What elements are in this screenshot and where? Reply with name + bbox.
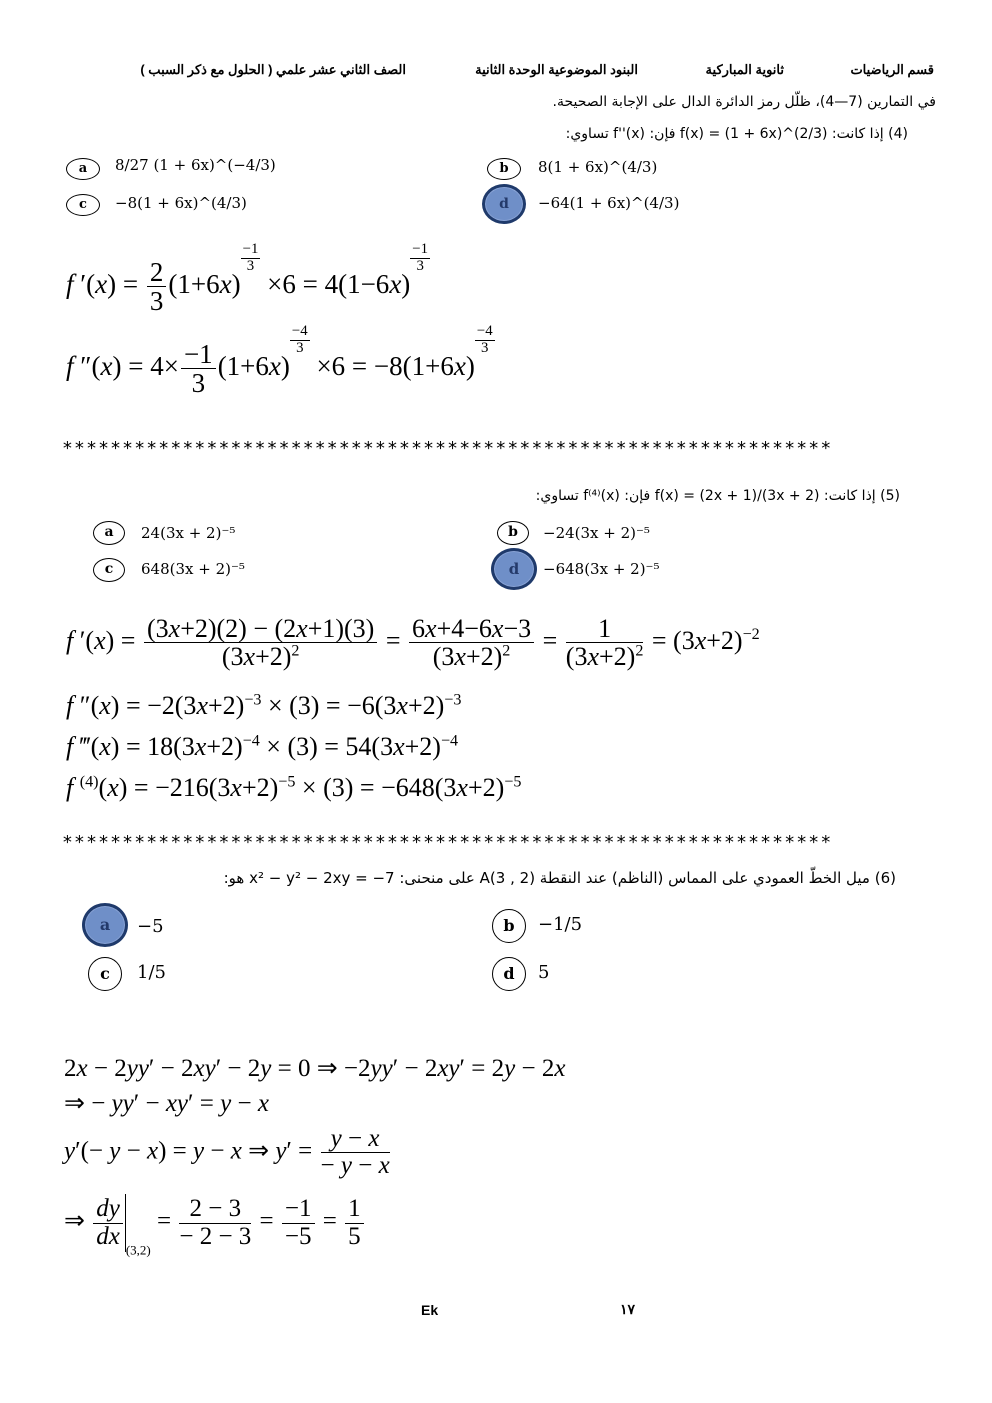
header-school: ثانوية المباركية	[705, 62, 784, 77]
separator-2: ****************************************************************	[62, 832, 833, 853]
q4-prompt: (4) إذا كانت: f(x) = (1 + 6x)^(2/3) فإن: f''(x) تساوي:	[565, 126, 908, 142]
q6-solution-line4: ⇒ $\frac{dy}{dx}$ $_{(3,2)}$ = $\frac{2 - 3}{- 2 - 3}$ = $\frac{-1}{-5}$ = $\frac{1}{5}$	[64, 1194, 366, 1259]
q6-option-c-text: 1/5	[137, 962, 166, 983]
q4-solution-line1: f ′(x) = $\frac{2}{3}$ (1+6x) $\frac{-1}{3}$ ×6 = 4(1−6x) $\frac{-1}{3}$	[66, 241, 429, 317]
q4-option-a-circle[interactable]: a	[66, 158, 100, 180]
q5-option-c-circle[interactable]: c	[93, 558, 125, 582]
q6-option-b-circle[interactable]: b	[492, 909, 526, 943]
q5-option-a-circle[interactable]: a	[93, 521, 125, 545]
footer-page-number: ١٧	[620, 1301, 636, 1317]
q5-prompt: (5) إذا كانت: f(x) = (2x + 1)/(3x + 2) فإن: f⁽⁴⁾(x) تساوي:	[535, 488, 900, 504]
q5-solution-line2: f $''(x) = -2(3x+2)^{-3} \times (3) = -6(3x+2)^{-3}$	[66, 691, 462, 720]
q4-option-a-text: 8/27 (1 + 6x)^(−4/3)	[115, 156, 276, 174]
q5-solution-line1: f ′(x) = $\frac{(3x+2)(2) - (2x+1)(3)}{(3x+2)^2}$ = $\frac{6x+4-6x-3}{(3x+2)^2}$ = $\frac{1}{(3x+2)^2}$ = $(3x+2)^{-2}$	[66, 614, 760, 672]
q5-option-b-text: −24(3x + 2)⁻⁵	[543, 524, 650, 542]
header-unit: البنود الموضوعية الوحدة الثانية	[475, 62, 638, 77]
q6-solution-line1: 2x − 2yy′ − 2xy′ − 2y = 0 ⇒ −2yy′ − 2xy′ = 2y − 2x	[64, 1055, 566, 1082]
q6-option-a-circle-selected[interactable]: a	[82, 903, 128, 947]
instructions: في التمارين (7—4)، ظلّل رمز الدائرة الدال على الإجابة الصحيحة.	[552, 94, 936, 110]
q4-option-d-text: −64(1 + 6x)^(4/3)	[538, 194, 680, 212]
q6-prompt: (6) ميل الخطّ العمودي على المماس (الناظم) عند النقطة (2 , 3)A على منحنى: x² − y² − 2xy = −7 هو:	[223, 869, 896, 887]
q6-solution-line3: y′(− y − x) = y − x ⇒ y′ = $\frac{y - x}{- y - x}$	[64, 1125, 390, 1180]
q4-option-d-circle-selected[interactable]: d	[482, 184, 526, 224]
separator-1: ****************************************************************	[62, 438, 833, 459]
q6-option-d-text: 5	[538, 962, 550, 983]
q4-option-c-text: −8(1 + 6x)^(4/3)	[115, 194, 247, 212]
q6-option-b-text: −1/5	[538, 914, 583, 935]
q5-option-d-circle-selected[interactable]: d	[491, 548, 537, 590]
q5-option-a-text: 24(3x + 2)⁻⁵	[141, 524, 236, 542]
q6-option-c-circle[interactable]: c	[88, 957, 122, 991]
footer-initials: Ek	[421, 1302, 439, 1318]
q6-option-a-text: −5	[137, 916, 164, 937]
q6-option-d-circle[interactable]: d	[492, 957, 526, 991]
q4-solution-line2: f ″(x) = 4× $\frac{-1}{3}$ (1+6x) $\frac{-4}{3}$ ×6 = −8(1+6x) $\frac{-4}{3}$	[66, 323, 493, 399]
q5-option-c-text: 648(3x + 2)⁻⁵	[141, 560, 245, 578]
q6-solution-line2: ⇒ − yy′ − xy′ = y − x	[64, 1090, 269, 1117]
q5-option-b-circle[interactable]: b	[497, 521, 529, 545]
q4-option-c-circle[interactable]: c	[66, 194, 100, 216]
q5-option-d-text: −648(3x + 2)⁻⁵	[543, 560, 660, 578]
q4-option-b-text: 8(1 + 6x)^(4/3)	[538, 158, 658, 176]
header-grade: الصف الثاني عشر علمي ( الحلول مع ذكر السبب )	[140, 62, 406, 77]
q5-solution-line3: f ‴(x) = $18(3x+2)^{-4} \times (3) = 54(3x+2)^{-4}$	[66, 732, 459, 761]
q4-option-b-circle[interactable]: b	[487, 158, 521, 180]
q5-solution-line4: f $^{(4)}(x) = -216(3x+2)^{-5} \times (3) = -648(3x+2)^{-5}$	[66, 773, 522, 802]
header-dept: قسم الرياضيات	[850, 62, 934, 77]
